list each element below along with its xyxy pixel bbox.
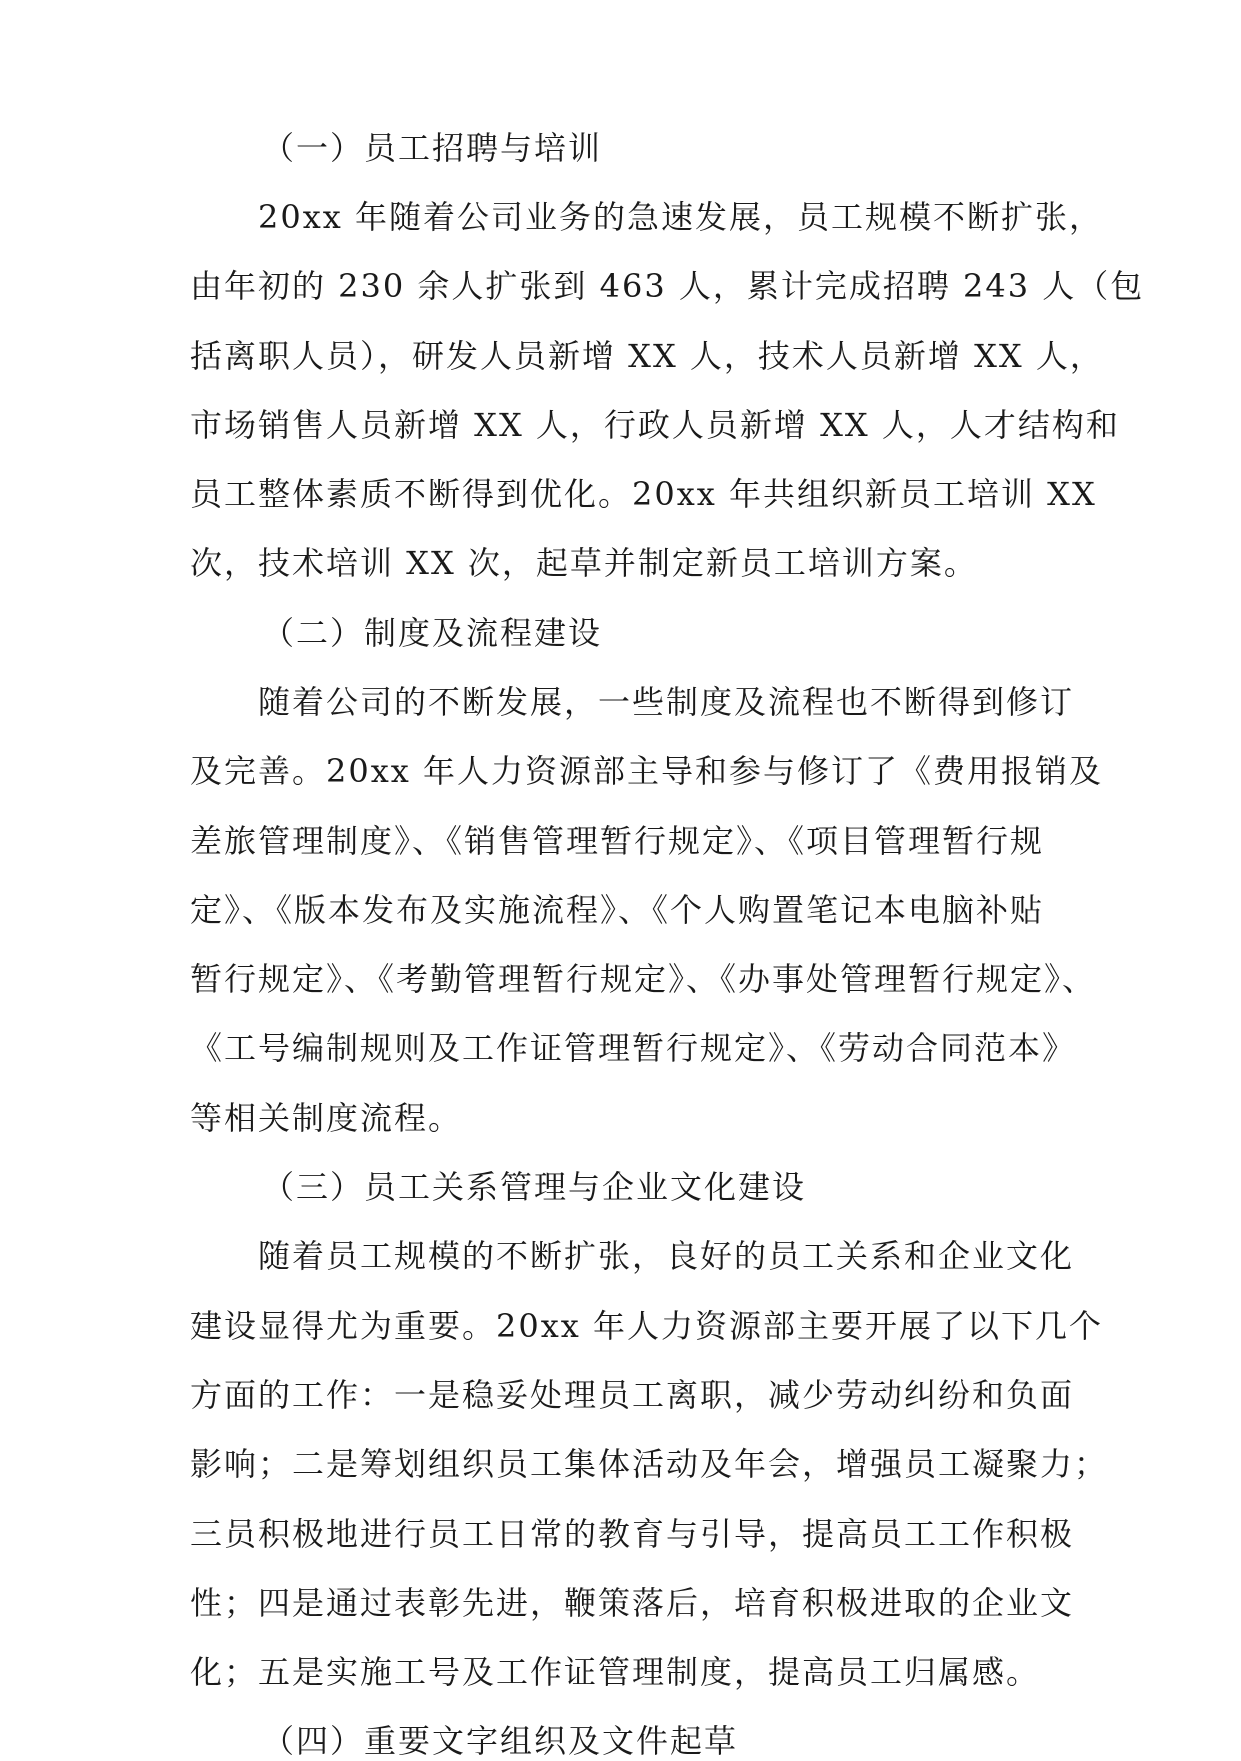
paragraph-line: 等相关制度流程。	[190, 1099, 463, 1137]
paragraph-line: 员工整体素质不断得到优化。20xx 年共组织新员工培训 XX	[190, 475, 1097, 513]
section-heading-1: （一）员工招聘与培训	[262, 129, 603, 167]
paragraph-line: 随着公司的不断发展，一些制度及流程也不断得到修订	[258, 683, 1075, 721]
paragraph-line: 建设显得尤为重要。20xx 年人力资源部主要开展了以下几个	[190, 1307, 1103, 1345]
paragraph-line: 随着员工规模的不断扩张，良好的员工关系和企业文化	[258, 1237, 1075, 1275]
paragraph-line: 20xx 年随着公司业务的急速发展，员工规模不断扩张，	[258, 198, 1103, 236]
section-heading-2: （二）制度及流程建设	[262, 614, 603, 652]
paragraph-line: 方面的工作：一是稳妥处理员工离职，减少劳动纠纷和负面	[190, 1376, 1075, 1414]
section-heading-3: （三）员工关系管理与企业文化建设	[262, 1168, 807, 1206]
paragraph-line: 性；四是通过表彰先进，鞭策落后，培育积极进取的企业文	[190, 1584, 1075, 1622]
paragraph-line: 三员积极地进行员工日常的教育与引导，提高员工工作积极	[190, 1515, 1075, 1553]
paragraph-line: 由年初的 230 余人扩张到 463 人，累计完成招聘 243 人（包	[190, 267, 1145, 305]
paragraph-line: 及完善。20xx 年人力资源部主导和参与修订了《费用报销及	[190, 752, 1103, 790]
paragraph-line: 市场销售人员新增 XX 人，行政人员新增 XX 人，人才结构和	[190, 406, 1120, 444]
paragraph-line: 影响；二是筹划组织员工集体活动及年会，增强员工凝聚力；	[190, 1445, 1109, 1483]
paragraph-line: 化；五是实施工号及工作证管理制度，提高员工归属感。	[190, 1653, 1041, 1691]
paragraph-line: 括离职人员），研发人员新增 XX 人，技术人员新增 XX 人，	[190, 337, 1104, 375]
paragraph-line: 暂行规定》、《考勤管理暂行规定》、《办事处管理暂行规定》、	[190, 960, 1097, 998]
paragraph-line: 《工号编制规则及工作证管理暂行规定》、《劳动合同范本》	[190, 1029, 1077, 1067]
section-heading-4: （四）重要文字组织及文件起草	[262, 1722, 739, 1760]
paragraph-line: 次，技术培训 XX 次，起草并制定新员工培训方案。	[190, 544, 978, 582]
paragraph-line: 差旅管理制度》、《销售管理暂行规定》、《项目管理暂行规	[190, 822, 1045, 860]
paragraph-line: 定》、《版本发布及实施流程》、《个人购置笔记本电脑补贴	[190, 891, 1045, 929]
